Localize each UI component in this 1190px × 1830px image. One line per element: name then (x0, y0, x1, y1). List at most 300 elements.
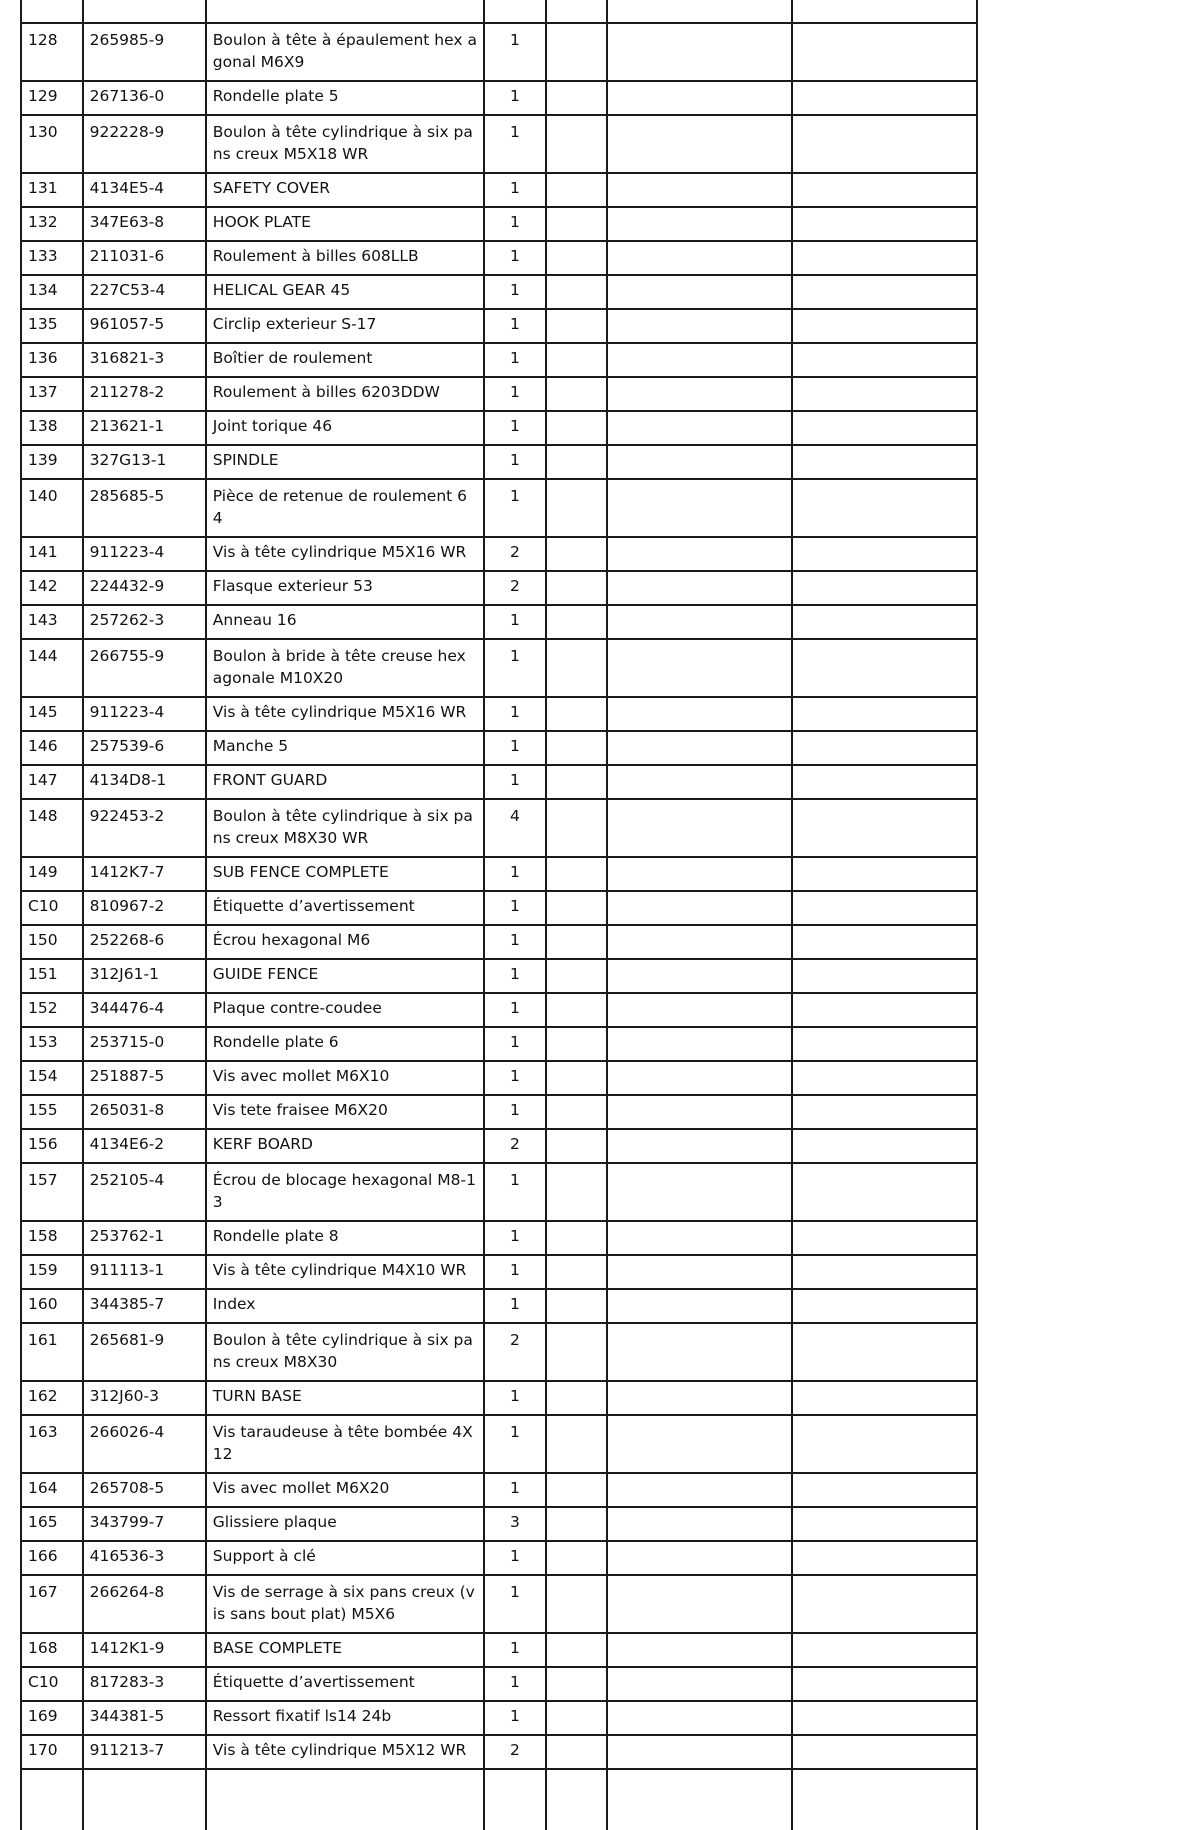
empty-cell (607, 1221, 792, 1255)
empty-cell (792, 1027, 977, 1061)
empty-cell (607, 1541, 792, 1575)
description: Roulement à billes 608LLB (206, 241, 484, 275)
part-number: 316821-3 (83, 343, 206, 377)
table-row (21, 697, 977, 731)
quantity: 1 (484, 1541, 546, 1575)
empty-cell (607, 537, 792, 571)
quantity: 1 (484, 1027, 546, 1061)
description: GUIDE FENCE (206, 959, 484, 993)
description: Vis à tête cylindrique M5X12 WR (206, 1735, 484, 1769)
empty-cell (607, 959, 792, 993)
table-row (21, 1473, 977, 1507)
table-row (21, 275, 977, 309)
empty-cell (607, 207, 792, 241)
empty-cell (792, 275, 977, 309)
description: SUB FENCE COMPLETE (206, 857, 484, 891)
description: Anneau 16 (206, 605, 484, 639)
table-row (21, 765, 977, 799)
empty-cell (792, 537, 977, 571)
quantity: 1 (484, 1575, 546, 1633)
empty-cell (546, 1095, 608, 1129)
description: Boulon à tête cylindrique à six pa ns creux M8X30 (206, 1323, 484, 1381)
empty-cell (792, 1255, 977, 1289)
empty-cell (546, 207, 608, 241)
table-row (21, 799, 977, 857)
quantity: 1 (484, 1633, 546, 1667)
quantity: 1 (484, 1381, 546, 1415)
empty-cell (792, 1701, 977, 1735)
part-number: 265708-5 (83, 1473, 206, 1507)
empty-cell (546, 731, 608, 765)
item-number: 132 (21, 207, 83, 241)
table-row (21, 1163, 977, 1221)
empty-cell (546, 1027, 608, 1061)
table-row (21, 207, 977, 241)
empty-cell (607, 81, 792, 115)
item-number: 128 (21, 23, 83, 81)
empty-cell (792, 1541, 977, 1575)
part-number: 312J61-1 (83, 959, 206, 993)
empty-cell (607, 1095, 792, 1129)
description: Circlip exterieur S-17 (206, 309, 484, 343)
empty-cell (792, 1575, 977, 1633)
table-row (21, 891, 977, 925)
empty-cell (546, 639, 608, 697)
table-row (21, 411, 977, 445)
item-number: 158 (21, 1221, 83, 1255)
empty-cell (546, 343, 608, 377)
item-number: 153 (21, 1027, 83, 1061)
empty-cell (607, 1575, 792, 1633)
item-number: 170 (21, 1735, 83, 1769)
table-row (21, 605, 977, 639)
quantity: 1 (484, 891, 546, 925)
table-row (21, 1129, 977, 1163)
item-number: 148 (21, 799, 83, 857)
quantity: 1 (484, 639, 546, 697)
empty-cell (792, 1381, 977, 1415)
part-number: 4134E5-4 (83, 173, 206, 207)
empty-cell (546, 81, 608, 115)
empty-cell (607, 857, 792, 891)
item-number: 135 (21, 309, 83, 343)
item-number: 160 (21, 1289, 83, 1323)
empty-cell (607, 115, 792, 173)
empty-cell (546, 1633, 608, 1667)
quantity: 1 (484, 309, 546, 343)
part-number: 911113-1 (83, 1255, 206, 1289)
part-number: 252268-6 (83, 925, 206, 959)
part-number: 213621-1 (83, 411, 206, 445)
empty-cell (792, 1163, 977, 1221)
item-number: C10 (21, 891, 83, 925)
empty-cell (792, 343, 977, 377)
table-row (21, 1061, 977, 1095)
empty-cell (792, 697, 977, 731)
empty-cell (607, 1129, 792, 1163)
quantity: 1 (484, 1667, 546, 1701)
empty-cell (546, 1575, 608, 1633)
description: Joint torique 46 (206, 411, 484, 445)
empty-cell (546, 275, 608, 309)
description: Boulon à tête cylindrique à six pa ns creux M5X18 WR (206, 115, 484, 173)
part-number: 911223-4 (83, 697, 206, 731)
empty-cell (607, 605, 792, 639)
empty-cell (792, 81, 977, 115)
item-number: 141 (21, 537, 83, 571)
empty-cell (792, 309, 977, 343)
empty-cell (792, 207, 977, 241)
table-row (21, 309, 977, 343)
table-row (21, 1027, 977, 1061)
empty-cell (792, 115, 977, 173)
part-number: 344385-7 (83, 1289, 206, 1323)
quantity: 2 (484, 571, 546, 605)
empty-cell (546, 173, 608, 207)
item-number: 145 (21, 697, 83, 731)
item-number: 155 (21, 1095, 83, 1129)
empty-cell (607, 343, 792, 377)
empty-cell (546, 1221, 608, 1255)
quantity: 1 (484, 1163, 546, 1221)
part-number: 211031-6 (83, 241, 206, 275)
empty-cell (546, 1323, 608, 1381)
item-number: 150 (21, 925, 83, 959)
parts-table-body (21, 0, 977, 1830)
quantity: 1 (484, 731, 546, 765)
empty-cell (607, 639, 792, 697)
quantity: 1 (484, 1061, 546, 1095)
item-number: 151 (21, 959, 83, 993)
description: Index (206, 1289, 484, 1323)
empty-cell (792, 857, 977, 891)
part-number: 211278-2 (83, 377, 206, 411)
description: Flasque exterieur 53 (206, 571, 484, 605)
quantity: 1 (484, 275, 546, 309)
quantity: 1 (484, 765, 546, 799)
empty-cell (546, 23, 608, 81)
quantity: 1 (484, 1473, 546, 1507)
item-number: 168 (21, 1633, 83, 1667)
empty-cell (546, 605, 608, 639)
table-cell-empty (546, 1769, 608, 1830)
table-cell-empty (546, 0, 608, 23)
table-row (21, 1701, 977, 1735)
quantity: 1 (484, 1255, 546, 1289)
quantity: 1 (484, 411, 546, 445)
empty-cell (792, 765, 977, 799)
empty-cell (792, 993, 977, 1027)
empty-cell (607, 1255, 792, 1289)
description: Écrou de blocage hexagonal M8-13 (206, 1163, 484, 1221)
part-number: 266026-4 (83, 1415, 206, 1473)
description: Vis à tête cylindrique M4X10 WR (206, 1255, 484, 1289)
item-number: 159 (21, 1255, 83, 1289)
description: Support à clé (206, 1541, 484, 1575)
table-cell-empty (607, 0, 792, 23)
item-number: 156 (21, 1129, 83, 1163)
description: Boulon à bride à tête creuse hex agonale M10X20 (206, 639, 484, 697)
table-row (21, 343, 977, 377)
part-number: 266264-8 (83, 1575, 206, 1633)
empty-cell (607, 1415, 792, 1473)
description: Vis de serrage à six pans creux (v is sans bout plat) M5X6 (206, 1575, 484, 1633)
quantity: 1 (484, 1415, 546, 1473)
description: Rondelle plate 6 (206, 1027, 484, 1061)
parts-table (20, 0, 978, 1830)
empty-cell (607, 1163, 792, 1221)
quantity: 1 (484, 23, 546, 81)
empty-cell (792, 1735, 977, 1769)
part-number: 344476-4 (83, 993, 206, 1027)
item-number: 143 (21, 605, 83, 639)
table-row (21, 857, 977, 891)
empty-cell (792, 377, 977, 411)
empty-cell (792, 1507, 977, 1541)
item-number: 169 (21, 1701, 83, 1735)
empty-cell (607, 765, 792, 799)
empty-cell (546, 799, 608, 857)
table-row (21, 537, 977, 571)
empty-cell (607, 411, 792, 445)
quantity: 4 (484, 799, 546, 857)
item-number: 167 (21, 1575, 83, 1633)
item-number: 157 (21, 1163, 83, 1221)
part-number: 227C53-4 (83, 275, 206, 309)
empty-cell (546, 959, 608, 993)
empty-cell (546, 765, 608, 799)
quantity: 1 (484, 207, 546, 241)
table-row (21, 173, 977, 207)
table-row (21, 1095, 977, 1129)
item-number: 146 (21, 731, 83, 765)
empty-cell (546, 1541, 608, 1575)
empty-cell (546, 479, 608, 537)
table-row (21, 1541, 977, 1575)
empty-cell (792, 1323, 977, 1381)
empty-cell (607, 731, 792, 765)
part-number: 265681-9 (83, 1323, 206, 1381)
table-cell-empty (792, 0, 977, 23)
empty-cell (792, 891, 977, 925)
part-number: 4134D8-1 (83, 765, 206, 799)
table-row (21, 1633, 977, 1667)
empty-cell (792, 1221, 977, 1255)
item-number: 134 (21, 275, 83, 309)
table-row (21, 1323, 977, 1381)
part-number: 922453-2 (83, 799, 206, 857)
empty-cell (792, 571, 977, 605)
empty-cell (607, 993, 792, 1027)
part-number: 343799-7 (83, 1507, 206, 1541)
item-number: 142 (21, 571, 83, 605)
quantity: 1 (484, 857, 546, 891)
description: Vis taraudeuse à tête bombée 4X 12 (206, 1415, 484, 1473)
quantity: 1 (484, 81, 546, 115)
table-row (21, 1575, 977, 1633)
description: BASE COMPLETE (206, 1633, 484, 1667)
item-number: 137 (21, 377, 83, 411)
item-number: C10 (21, 1667, 83, 1701)
empty-cell (792, 23, 977, 81)
item-number: 133 (21, 241, 83, 275)
quantity: 1 (484, 1701, 546, 1735)
description: Roulement à billes 6203DDW (206, 377, 484, 411)
empty-cell (546, 1667, 608, 1701)
part-number: 911223-4 (83, 537, 206, 571)
quantity: 1 (484, 377, 546, 411)
empty-cell (792, 1061, 977, 1095)
description: Étiquette d’avertissement (206, 1667, 484, 1701)
empty-cell (546, 1415, 608, 1473)
part-number: 1412K7-7 (83, 857, 206, 891)
table-cell-empty (21, 0, 83, 23)
empty-cell (546, 537, 608, 571)
table-row (21, 377, 977, 411)
empty-cell (792, 173, 977, 207)
empty-cell (607, 1289, 792, 1323)
description: Boulon à tête à épaulement hex agonal M6X9 (206, 23, 484, 81)
item-number: 136 (21, 343, 83, 377)
empty-cell (607, 1027, 792, 1061)
empty-cell (607, 1061, 792, 1095)
part-number: 312J60-3 (83, 1381, 206, 1415)
description: TURN BASE (206, 1381, 484, 1415)
empty-cell (792, 1633, 977, 1667)
empty-cell (792, 959, 977, 993)
item-number: 129 (21, 81, 83, 115)
quantity: 1 (484, 479, 546, 537)
table-row (21, 731, 977, 765)
description: Plaque contre-coudee (206, 993, 484, 1027)
parts-list-sheet (20, 0, 978, 1759)
part-number: 266755-9 (83, 639, 206, 697)
empty-cell (607, 697, 792, 731)
table-row (21, 1381, 977, 1415)
empty-cell (607, 571, 792, 605)
quantity: 2 (484, 537, 546, 571)
quantity: 1 (484, 697, 546, 731)
description: Vis tete fraisee M6X20 (206, 1095, 484, 1129)
part-number: 224432-9 (83, 571, 206, 605)
quantity: 3 (484, 1507, 546, 1541)
item-number: 152 (21, 993, 83, 1027)
empty-cell (792, 1129, 977, 1163)
empty-cell (792, 1473, 977, 1507)
description: Rondelle plate 8 (206, 1221, 484, 1255)
quantity: 1 (484, 1289, 546, 1323)
table-row (21, 639, 977, 697)
table-row (21, 1507, 977, 1541)
part-number: 810967-2 (83, 891, 206, 925)
empty-cell (607, 1473, 792, 1507)
part-number: 961057-5 (83, 309, 206, 343)
empty-cell (607, 241, 792, 275)
table-row-continuation-bottom (21, 1769, 977, 1830)
empty-cell (792, 241, 977, 275)
description: HOOK PLATE (206, 207, 484, 241)
item-number: 149 (21, 857, 83, 891)
table-row (21, 115, 977, 173)
description: Rondelle plate 5 (206, 81, 484, 115)
empty-cell (607, 891, 792, 925)
part-number: 253715-0 (83, 1027, 206, 1061)
part-number: 4134E6-2 (83, 1129, 206, 1163)
description: Pièce de retenue de roulement 6 4 (206, 479, 484, 537)
item-number: 164 (21, 1473, 83, 1507)
empty-cell (792, 639, 977, 697)
part-number: 267136-0 (83, 81, 206, 115)
item-number: 161 (21, 1323, 83, 1381)
empty-cell (607, 173, 792, 207)
empty-cell (607, 377, 792, 411)
empty-cell (607, 1701, 792, 1735)
empty-cell (546, 377, 608, 411)
quantity: 1 (484, 1095, 546, 1129)
description: Étiquette d’avertissement (206, 891, 484, 925)
empty-cell (546, 697, 608, 731)
description: SAFETY COVER (206, 173, 484, 207)
empty-cell (792, 731, 977, 765)
item-number: 165 (21, 1507, 83, 1541)
description: Glissiere plaque (206, 1507, 484, 1541)
description: Vis à tête cylindrique M5X16 WR (206, 537, 484, 571)
empty-cell (792, 445, 977, 479)
quantity: 2 (484, 1323, 546, 1381)
table-cell-empty (484, 0, 546, 23)
table-row (21, 81, 977, 115)
table-row (21, 1735, 977, 1769)
empty-cell (607, 23, 792, 81)
empty-cell (546, 1061, 608, 1095)
empty-cell (607, 925, 792, 959)
part-number: 922228-9 (83, 115, 206, 173)
empty-cell (546, 1289, 608, 1323)
part-number: 347E63-8 (83, 207, 206, 241)
part-number: 344381-5 (83, 1701, 206, 1735)
item-number: 166 (21, 1541, 83, 1575)
empty-cell (546, 411, 608, 445)
quantity: 1 (484, 343, 546, 377)
empty-cell (546, 571, 608, 605)
empty-cell (546, 857, 608, 891)
table-cell-empty (21, 1769, 83, 1830)
item-number: 144 (21, 639, 83, 697)
description: Boîtier de roulement (206, 343, 484, 377)
table-row (21, 571, 977, 605)
table-cell-empty (607, 1769, 792, 1830)
description: SPINDLE (206, 445, 484, 479)
empty-cell (546, 1163, 608, 1221)
table-cell-empty (484, 1769, 546, 1830)
empty-cell (607, 1735, 792, 1769)
empty-cell (607, 1667, 792, 1701)
quantity: 1 (484, 605, 546, 639)
part-number: 911213-7 (83, 1735, 206, 1769)
table-cell-empty (206, 1769, 484, 1830)
empty-cell (607, 309, 792, 343)
quantity: 1 (484, 993, 546, 1027)
part-number: 253762-1 (83, 1221, 206, 1255)
empty-cell (546, 993, 608, 1027)
table-row (21, 993, 977, 1027)
item-number: 139 (21, 445, 83, 479)
part-number: 265031-8 (83, 1095, 206, 1129)
empty-cell (546, 115, 608, 173)
empty-cell (792, 1415, 977, 1473)
item-number: 162 (21, 1381, 83, 1415)
quantity: 1 (484, 959, 546, 993)
